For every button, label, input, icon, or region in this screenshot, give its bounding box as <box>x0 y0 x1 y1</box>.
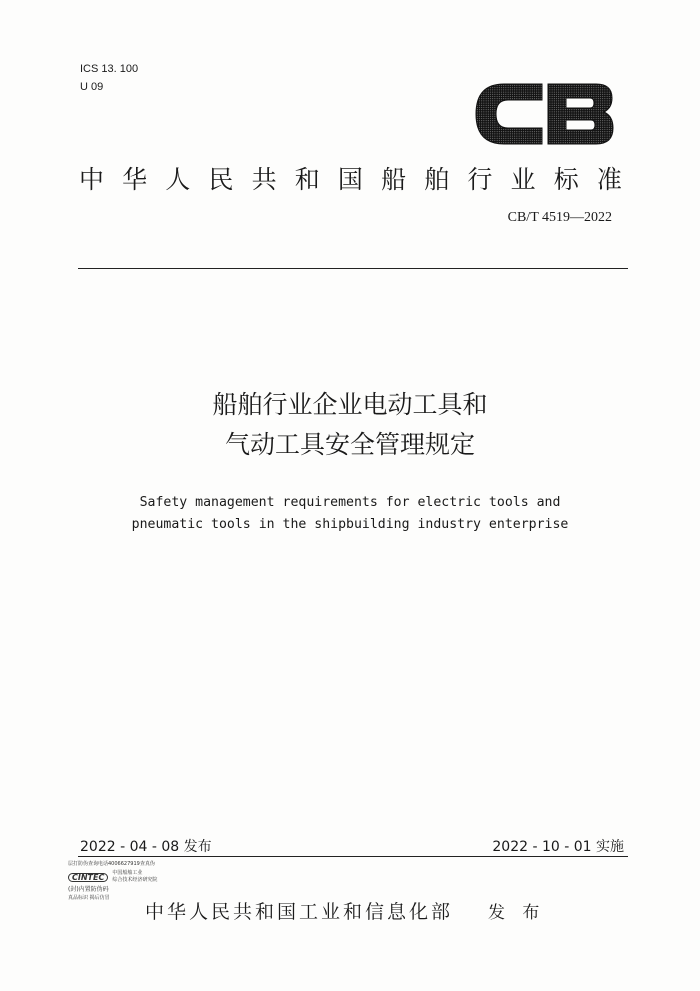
anti-counterfeit-note: 真品标识 揭后仿冒 <box>68 895 110 901</box>
english-title <box>0 492 700 536</box>
anti-counterfeit-org1: 中国船舶工业 <box>112 870 143 876</box>
issuing-authority: 中华人民共和国工业和信息化部 <box>145 901 454 923</box>
standard-type-char: 华 <box>122 165 148 194</box>
implementation-date: 2022 - 10 - 01 实施 <box>492 839 624 855</box>
anti-counterfeit-label <box>68 861 158 902</box>
standard-type-char: 中 <box>78 165 104 194</box>
standard-type-char: 民 <box>208 165 234 194</box>
anti-counterfeit-phone: 层打防伪查询电话4006627919查真伪 <box>68 861 155 867</box>
anti-counterfeit-org2: 综合技术经济研究院 <box>112 877 158 883</box>
english-title-line2: pneumatic tools in the shipbuilding industry enterprise <box>131 517 569 532</box>
cb-logo <box>474 80 614 148</box>
anti-counterfeit-code: (封)内置防伪码 <box>68 886 109 893</box>
chinese-title-line1: 船舶行业企业电动工具和 <box>212 390 488 419</box>
standard-type-char: 人 <box>165 165 191 194</box>
standard-type-char: 国 <box>337 165 363 194</box>
publish-label: 发 布 <box>488 903 546 923</box>
standard-type-char: 行 <box>467 165 493 194</box>
standard-type-title <box>78 160 623 196</box>
anti-counterfeit-orgs <box>112 870 157 884</box>
english-title-line1: Safety management requirements for electric tools and <box>139 495 561 510</box>
cintec-logo: CINTEC <box>68 873 108 882</box>
issue-date: 2022 - 04 - 08 发布 <box>80 839 212 855</box>
ccs-code: U 09 <box>80 81 104 93</box>
anti-counterfeit-brand-row <box>68 870 158 884</box>
chinese-title <box>0 385 700 465</box>
standard-type-char: 准 <box>596 165 622 194</box>
ics-code: ICS 13. 100 <box>80 63 139 75</box>
classification-block <box>80 60 138 96</box>
standard-type-char: 舶 <box>424 165 450 194</box>
standard-type-char: 和 <box>294 165 320 194</box>
standard-code: CB/T 4519—2022 <box>507 210 612 225</box>
header-divider <box>78 268 628 269</box>
standard-type-char: 共 <box>251 165 277 194</box>
standard-type-char: 业 <box>510 165 536 194</box>
chinese-title-line2: 气动工具安全管理规定 <box>224 430 475 459</box>
standard-type-char: 标 <box>553 165 579 194</box>
standard-type-char: 船 <box>381 165 407 194</box>
footer-divider <box>78 856 628 857</box>
